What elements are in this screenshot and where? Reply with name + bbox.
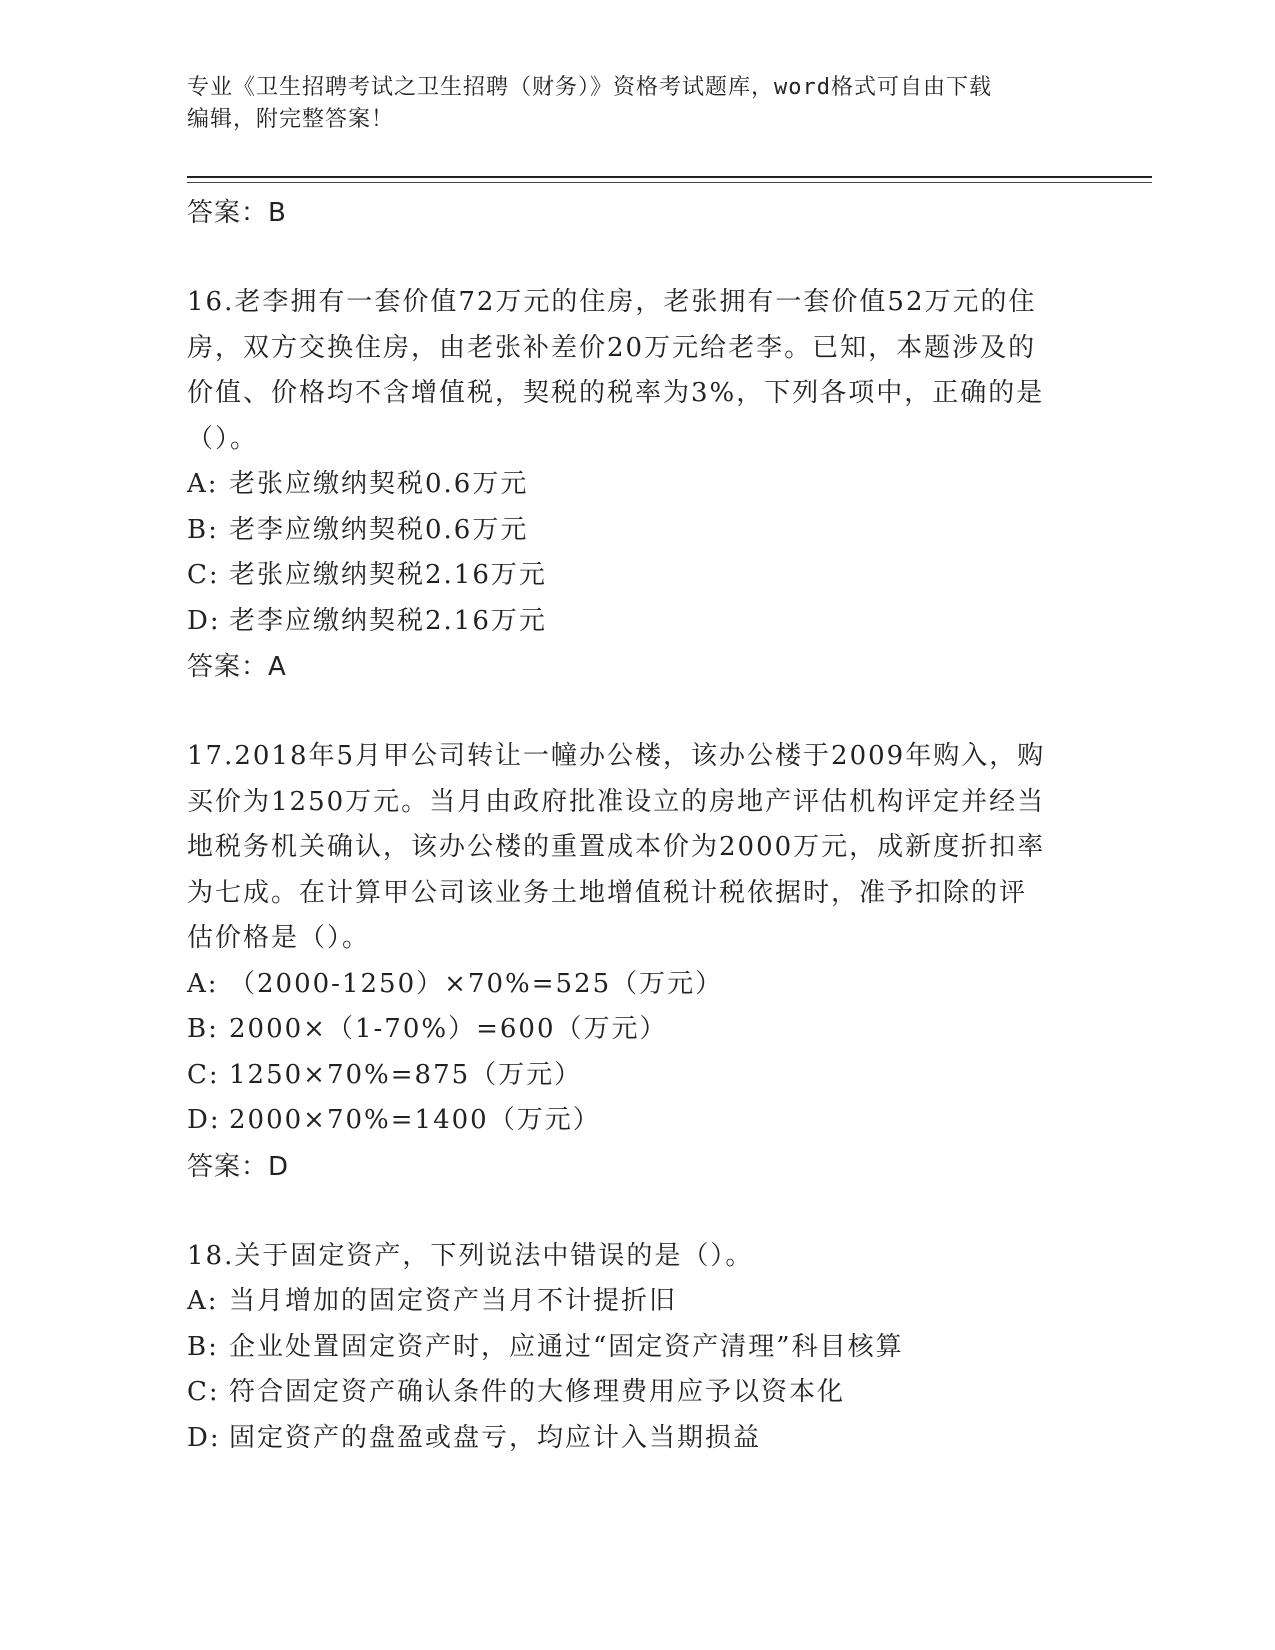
header-divider-thick bbox=[187, 176, 1152, 178]
answer-line-17 bbox=[187, 1144, 1087, 1190]
option-letter: D: bbox=[187, 1105, 221, 1135]
option-letter: D: bbox=[187, 605, 221, 636]
header-line-2: 编辑，附完整答案！ bbox=[187, 107, 395, 132]
answer-label: 答案： bbox=[187, 652, 269, 682]
option-letter: B: bbox=[187, 514, 219, 545]
option-letter: D: bbox=[187, 1422, 221, 1453]
option-letter: B: bbox=[187, 1331, 219, 1362]
question-text-line: 价值、价格均不含增值税，契税的税率为3%，下列各项中，正确的是 bbox=[187, 378, 1045, 408]
option-a bbox=[187, 1279, 1087, 1325]
question-text-line: 估价格是（）。 bbox=[187, 923, 371, 953]
option-d bbox=[187, 1098, 1087, 1144]
question-text-line: 买价为1250万元。当月由政府批准设立的房地产评估机构评定并经当 bbox=[187, 786, 1046, 817]
option-b bbox=[187, 1007, 1087, 1053]
option-a bbox=[187, 962, 1087, 1008]
option-c bbox=[187, 553, 1087, 599]
question-text-line: 17.2018年5月甲公司转让一幢办公楼，该办公楼于2009年购入，购 bbox=[187, 741, 1046, 771]
question-text-line: （）。 bbox=[187, 423, 259, 454]
option-text: 老张应缴纳契税2.16万元 bbox=[229, 560, 547, 590]
answer-line-16 bbox=[187, 644, 1087, 690]
option-c bbox=[187, 1370, 1087, 1416]
option-letter: B: bbox=[187, 1014, 219, 1044]
option-letter: C: bbox=[187, 1059, 220, 1090]
answer-value: A bbox=[268, 652, 287, 682]
question-text-line: 房，双方交换住房，由老张补差价20万元给老李。已知，本题涉及的 bbox=[187, 332, 1037, 363]
question-16 bbox=[187, 280, 1087, 462]
option-c bbox=[187, 1053, 1087, 1099]
header-divider-thin bbox=[187, 182, 1152, 183]
header-line-1: 专业《卫生招聘考试之卫生招聘（财务）》资格考试题库，word格式可自由下载 bbox=[187, 75, 992, 100]
option-letter: A: bbox=[187, 968, 219, 999]
spacer bbox=[187, 1190, 1087, 1234]
option-text: 老李应缴纳契税2.16万元 bbox=[229, 605, 547, 636]
answer-label: 答案： bbox=[187, 198, 269, 228]
answer-label: 答案： bbox=[187, 1151, 269, 1182]
option-d bbox=[187, 1416, 1087, 1462]
option-b bbox=[187, 508, 1087, 554]
question-text-line: 16.老李拥有一套价值72万元的住房，老张拥有一套价值52万元的住 bbox=[187, 287, 1037, 317]
option-text: 1250×70%=875（万元） bbox=[229, 1059, 583, 1090]
option-text: 固定资产的盘盈或盘亏，均应计入当期损益 bbox=[229, 1422, 762, 1453]
question-content bbox=[187, 190, 1087, 1461]
answer-value: B bbox=[268, 198, 287, 228]
option-text: 2000×70%=1400（万元） bbox=[229, 1105, 601, 1135]
spacer bbox=[187, 236, 1087, 280]
spacer bbox=[187, 690, 1087, 734]
question-18 bbox=[187, 1234, 1087, 1280]
option-letter: C: bbox=[187, 560, 220, 590]
option-text: 2000×（1-70%）=600（万元） bbox=[229, 1014, 668, 1044]
option-d bbox=[187, 599, 1087, 645]
question-text-line: 18.关于固定资产，下列说法中错误的是（）。 bbox=[187, 1240, 754, 1271]
question-17 bbox=[187, 734, 1087, 962]
option-text: 符合固定资产确认条件的大修理费用应予以资本化 bbox=[229, 1377, 846, 1407]
question-text-line: 为七成。在计算甲公司该业务土地增值税计税依据时，准予扣除的评 bbox=[187, 877, 1028, 908]
option-letter: A: bbox=[187, 1286, 219, 1316]
option-a bbox=[187, 462, 1087, 508]
option-letter: C: bbox=[187, 1377, 220, 1407]
answer-value: D bbox=[268, 1151, 290, 1182]
option-text: 当月增加的固定资产当月不计提折旧 bbox=[229, 1286, 678, 1316]
document-header bbox=[187, 72, 1067, 136]
option-text: 老张应缴纳契税0.6万元 bbox=[229, 469, 529, 499]
option-b bbox=[187, 1325, 1087, 1371]
answer-line-prev bbox=[187, 190, 1087, 236]
option-text: 老李应缴纳契税0.6万元 bbox=[229, 514, 529, 545]
option-letter: A: bbox=[187, 469, 219, 499]
option-text: 企业处置固定资产时，应通过“固定资产清理”科目核算 bbox=[229, 1331, 904, 1362]
question-text-line: 地税务机关确认，该办公楼的重置成本价为2000万元，成新度折扣率 bbox=[187, 832, 1046, 862]
option-text: （2000-1250）×70%=525（万元） bbox=[229, 968, 724, 999]
